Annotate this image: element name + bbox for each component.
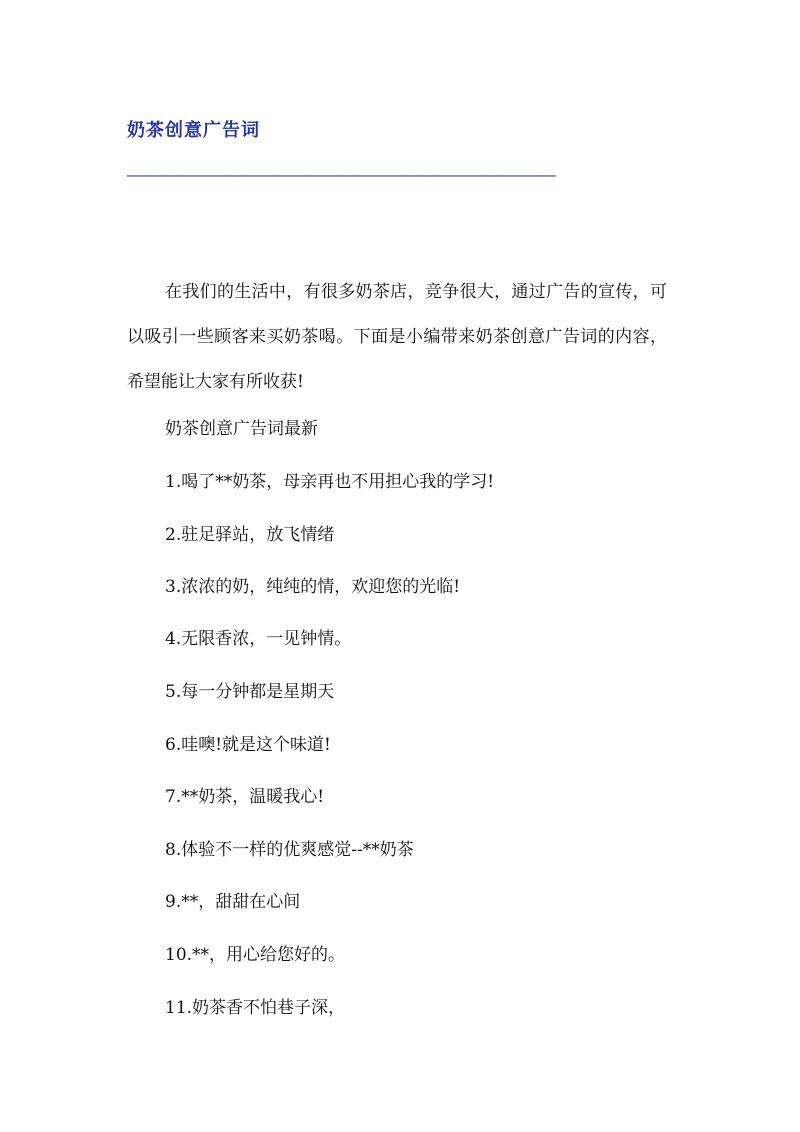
slogan-item: 4.无限香浓，一见钟情。 — [165, 629, 352, 649]
slogan-item: 2.驻足驿站，放飞情绪 — [165, 525, 335, 545]
document-title: 奶茶创意广告词 — [127, 120, 260, 141]
slogan-item: 9.**，甜甜在心间 — [165, 892, 301, 912]
slogan-item: 7.**奶茶，温暖我心! — [165, 787, 325, 807]
slogan-item: 3.浓浓的奶，纯纯的情，欢迎您的光临! — [165, 577, 461, 597]
title-divider: ———————————————————————————————————————————————— — [127, 166, 556, 184]
slogan-item: 6.哇噢!就是这个味道! — [165, 735, 331, 755]
slogan-item: 10.**，用心给您好的。 — [165, 945, 346, 965]
slogan-item: 11.奶茶香不怕巷子深， — [165, 998, 346, 1018]
slogan-item: 8.体验不一样的优爽感觉--**奶茶 — [165, 840, 414, 860]
intro-paragraph: 在我们的生活中，有很多奶茶店，竞争很大，通过广告的宣传，可以吸引一些顾客来买奶茶喝。下面是小编带来奶茶创意广告词的内容，希望能让大家有所收获! — [127, 282, 667, 392]
slogan-item: 5.每一分钟都是星期天 — [165, 682, 335, 702]
slogan-item: 1.喝了**奶茶，母亲再也不用担心我的学习! — [165, 472, 495, 492]
section-heading: 奶茶创意广告词最新 — [165, 419, 318, 439]
